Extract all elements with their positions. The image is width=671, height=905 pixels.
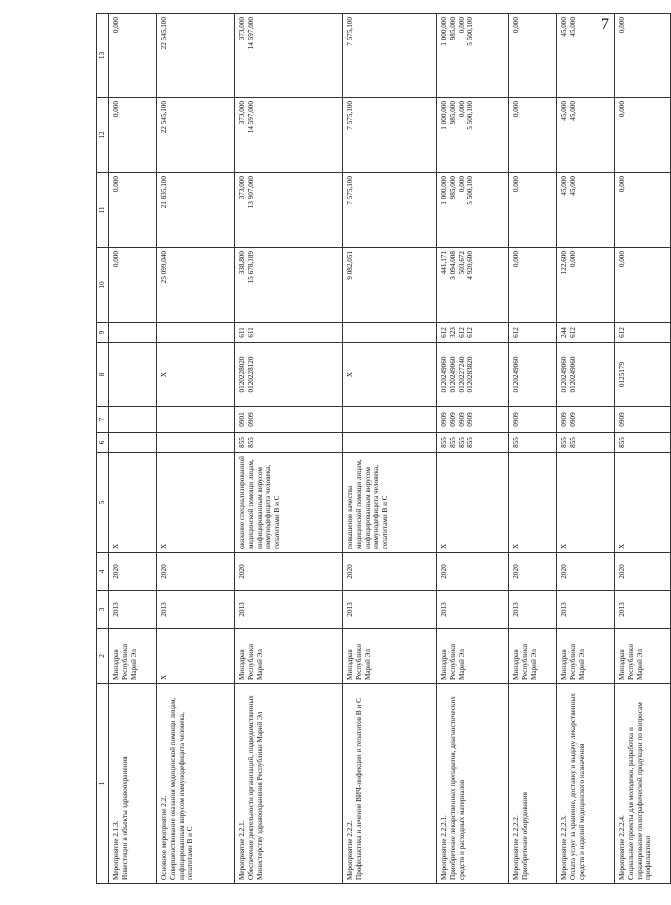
cell-col-11: 0,000 <box>109 173 157 248</box>
cell-col-12: 0,000 <box>615 98 671 173</box>
cell-col-4: 2020 <box>557 553 615 591</box>
cell-col-2: Минздрав Республики Марий Эл <box>109 629 157 684</box>
cell-col-9: 611 611 <box>235 323 343 343</box>
col-header: 5 <box>97 453 109 553</box>
cell-col-7: 0909 <box>509 407 557 433</box>
col-header: 12 <box>97 98 109 173</box>
cell-col-8: X <box>157 343 235 407</box>
cell-col-10: 122,600 0,000 <box>557 248 615 323</box>
cell-col-4: 2020 <box>109 553 157 591</box>
cell-col-9: 612 <box>509 323 557 343</box>
cell-col-1: Мероприятие 2.2.2.1. Приобретение лекарственных препаратов, диагностических средств и расходных материалов <box>437 684 509 884</box>
cell-col-6 <box>343 433 437 453</box>
cell-col-5: X <box>615 453 671 553</box>
cell-col-9 <box>109 323 157 343</box>
cell-col-11: 0,000 <box>509 173 557 248</box>
cell-col-9 <box>157 323 235 343</box>
cell-col-6 <box>109 433 157 453</box>
cell-col-8: 0120249060 0120249060 <box>557 343 615 407</box>
cell-col-2: X <box>157 629 235 684</box>
table-row <box>235 14 343 884</box>
col-header: 9 <box>97 323 109 343</box>
cell-col-2: Минздрав Республики Марий Эл <box>437 629 509 684</box>
program-measures-table <box>96 13 671 884</box>
cell-col-4: 2020 <box>437 553 509 591</box>
cell-col-7: 0909 0909 0909 0909 <box>437 407 509 433</box>
cell-col-13: 373,000 14 597,000 <box>235 14 343 98</box>
cell-col-6: 855 <box>509 433 557 453</box>
cell-col-7: 0909 0909 <box>557 407 615 433</box>
cell-col-11: 1 000,000 985,000 0,000 5 500,100 <box>437 173 509 248</box>
cell-col-4: 2020 <box>343 553 437 591</box>
cell-col-5: повышение качества медицинской помощи лицам, инфицированным вирусом иммунодефицита человека, гепатитами В и С <box>343 453 437 553</box>
cell-col-12: 7 575,100 <box>343 98 437 173</box>
cell-col-8 <box>109 343 157 407</box>
cell-col-13: 7 575,100 <box>343 14 437 98</box>
table-row <box>343 14 437 884</box>
cell-col-9: 612 323 612 612 <box>437 323 509 343</box>
cell-col-4: 2020 <box>615 553 671 591</box>
cell-col-6: 855 855 <box>235 433 343 453</box>
table-row <box>157 14 235 884</box>
cell-col-12: 0,000 <box>109 98 157 173</box>
page-number: 7 <box>601 16 609 33</box>
cell-col-12: 1 000,000 985,000 0,000 5 500,100 <box>437 98 509 173</box>
col-header: 8 <box>97 343 109 407</box>
col-header: 2 <box>97 629 109 684</box>
cell-col-3: 2013 <box>343 591 437 629</box>
table-row <box>615 14 671 884</box>
cell-col-11: 7 575,100 <box>343 173 437 248</box>
cell-col-8: 0125179 <box>615 343 671 407</box>
cell-col-7: 0901 0909 <box>235 407 343 433</box>
table-row <box>437 14 509 884</box>
cell-col-7 <box>109 407 157 433</box>
cell-col-2: Минздрав Республики Марий Эл <box>235 629 343 684</box>
cell-col-2: Минздрав Республики Марий Эл <box>615 629 671 684</box>
cell-col-6 <box>157 433 235 453</box>
cell-col-3: 2013 <box>109 591 157 629</box>
cell-col-13: 1 000,000 985,000 0,000 5 500,100 <box>437 14 509 98</box>
cell-col-13: 0,000 <box>509 14 557 98</box>
cell-col-7 <box>343 407 437 433</box>
cell-col-1: Мероприятие 2.2.2. Профилактика и лечение ВИЧ-инфекции и гепатитов В и С <box>343 684 437 884</box>
cell-col-1: Мероприятие 2.2.2.2. Приобретение оборудования <box>509 684 557 884</box>
cell-col-12: 373,000 14 597,000 <box>235 98 343 173</box>
cell-col-3: 2013 <box>557 591 615 629</box>
cell-col-2: Минздрав Республики Марий Эл <box>343 629 437 684</box>
cell-col-9: 244 612 <box>557 323 615 343</box>
cell-col-13: 22 545,100 <box>157 14 235 98</box>
cell-col-3: 2013 <box>509 591 557 629</box>
cell-col-1: Мероприятие 2.2.1. Обеспечение деятельности организаций, подведомственных Министерству здравоохранения Республики Марий Эл <box>235 684 343 884</box>
cell-col-8: 0120249060 <box>509 343 557 407</box>
cell-col-6: 855 <box>615 433 671 453</box>
cell-col-2: Минздрав Республики Марий Эл <box>509 629 557 684</box>
cell-col-3: 2013 <box>615 591 671 629</box>
cell-col-1: Основное мероприятие 2.2. Совершенствование оказания медицинской помощи лицам, инфицированным вирусом иммунодефицита человека, гепатитами В и С <box>157 684 235 884</box>
cell-col-10: 9 082,051 <box>343 248 437 323</box>
cell-col-13: 0,000 <box>109 14 157 98</box>
cell-col-10: 338,800 15 678,189 <box>235 248 343 323</box>
column-number-row <box>97 14 109 884</box>
cell-col-1: Мероприятие 2.1.3. Инвестиции в объекты здравоохранения <box>109 684 157 884</box>
cell-col-7 <box>157 407 235 433</box>
cell-col-2: Минздрав Республики Марий Эл <box>557 629 615 684</box>
cell-col-3: 2013 <box>235 591 343 629</box>
cell-col-5: X <box>109 453 157 553</box>
cell-col-4: 2020 <box>235 553 343 591</box>
cell-col-9: 612 <box>615 323 671 343</box>
col-header: 1 <box>97 684 109 884</box>
col-header: 7 <box>97 407 109 433</box>
cell-col-12: 45,000 45,000 <box>557 98 615 173</box>
col-header: 10 <box>97 248 109 323</box>
cell-col-10: 441,171 3 094,008 503,672 4 920,600 <box>437 248 509 323</box>
cell-col-5: X <box>509 453 557 553</box>
cell-col-10: 25 099,040 <box>157 248 235 323</box>
cell-col-12: 0,000 <box>509 98 557 173</box>
cell-col-4: 2020 <box>509 553 557 591</box>
cell-col-13: 45,000 45,000 <box>557 14 615 98</box>
cell-col-5: X <box>557 453 615 553</box>
cell-col-3: 2013 <box>157 591 235 629</box>
cell-col-13: 0,000 <box>615 14 671 98</box>
col-header: 6 <box>97 433 109 453</box>
col-header: 3 <box>97 591 109 629</box>
cell-col-8: 0120249060 0120249060 0120227240 0120283820 <box>437 343 509 407</box>
cell-col-10: 0,000 <box>615 248 671 323</box>
col-header: 13 <box>97 14 109 98</box>
cell-col-8: X <box>343 343 437 407</box>
cell-col-5: оказание специализированной медицинской помощи лицам, инфицированным вирусом иммунодефицита человека, гепатитами В и С <box>235 453 343 553</box>
cell-col-11: 45,000 45,000 <box>557 173 615 248</box>
cell-col-6: 855 855 855 855 <box>437 433 509 453</box>
cell-col-4: 2020 <box>157 553 235 591</box>
cell-col-8: 0120228020 0120228120 <box>235 343 343 407</box>
cell-col-10: 0,000 <box>509 248 557 323</box>
cell-col-11: 21 835,100 <box>157 173 235 248</box>
col-header: 4 <box>97 553 109 591</box>
table-row <box>557 14 615 884</box>
cell-col-10: 0,000 <box>109 248 157 323</box>
cell-col-12: 22 545,100 <box>157 98 235 173</box>
cell-col-11: 0,000 <box>615 173 671 248</box>
cell-col-5: X <box>157 453 235 553</box>
table-row <box>509 14 557 884</box>
table-row <box>109 14 157 884</box>
cell-col-6: 855 855 <box>557 433 615 453</box>
cell-col-1: Мероприятие 2.2.2.4. Социальные проекты для молодежи, разработка и тиражирование полиграфической продукции по вопросам профилактики <box>615 684 671 884</box>
cell-col-7: 0909 <box>615 407 671 433</box>
cell-col-1: Мероприятие 2.2.2.3. Оплата услуг за хранение, доставку и выдачу лекарственных средств и изделий медицинского назначения <box>557 684 615 884</box>
cell-col-3: 2013 <box>437 591 509 629</box>
cell-col-11: 373,000 13 907,000 <box>235 173 343 248</box>
cell-col-5: X <box>437 453 509 553</box>
cell-col-9 <box>343 323 437 343</box>
col-header: 11 <box>97 173 109 248</box>
rotated-table-container <box>96 14 661 884</box>
